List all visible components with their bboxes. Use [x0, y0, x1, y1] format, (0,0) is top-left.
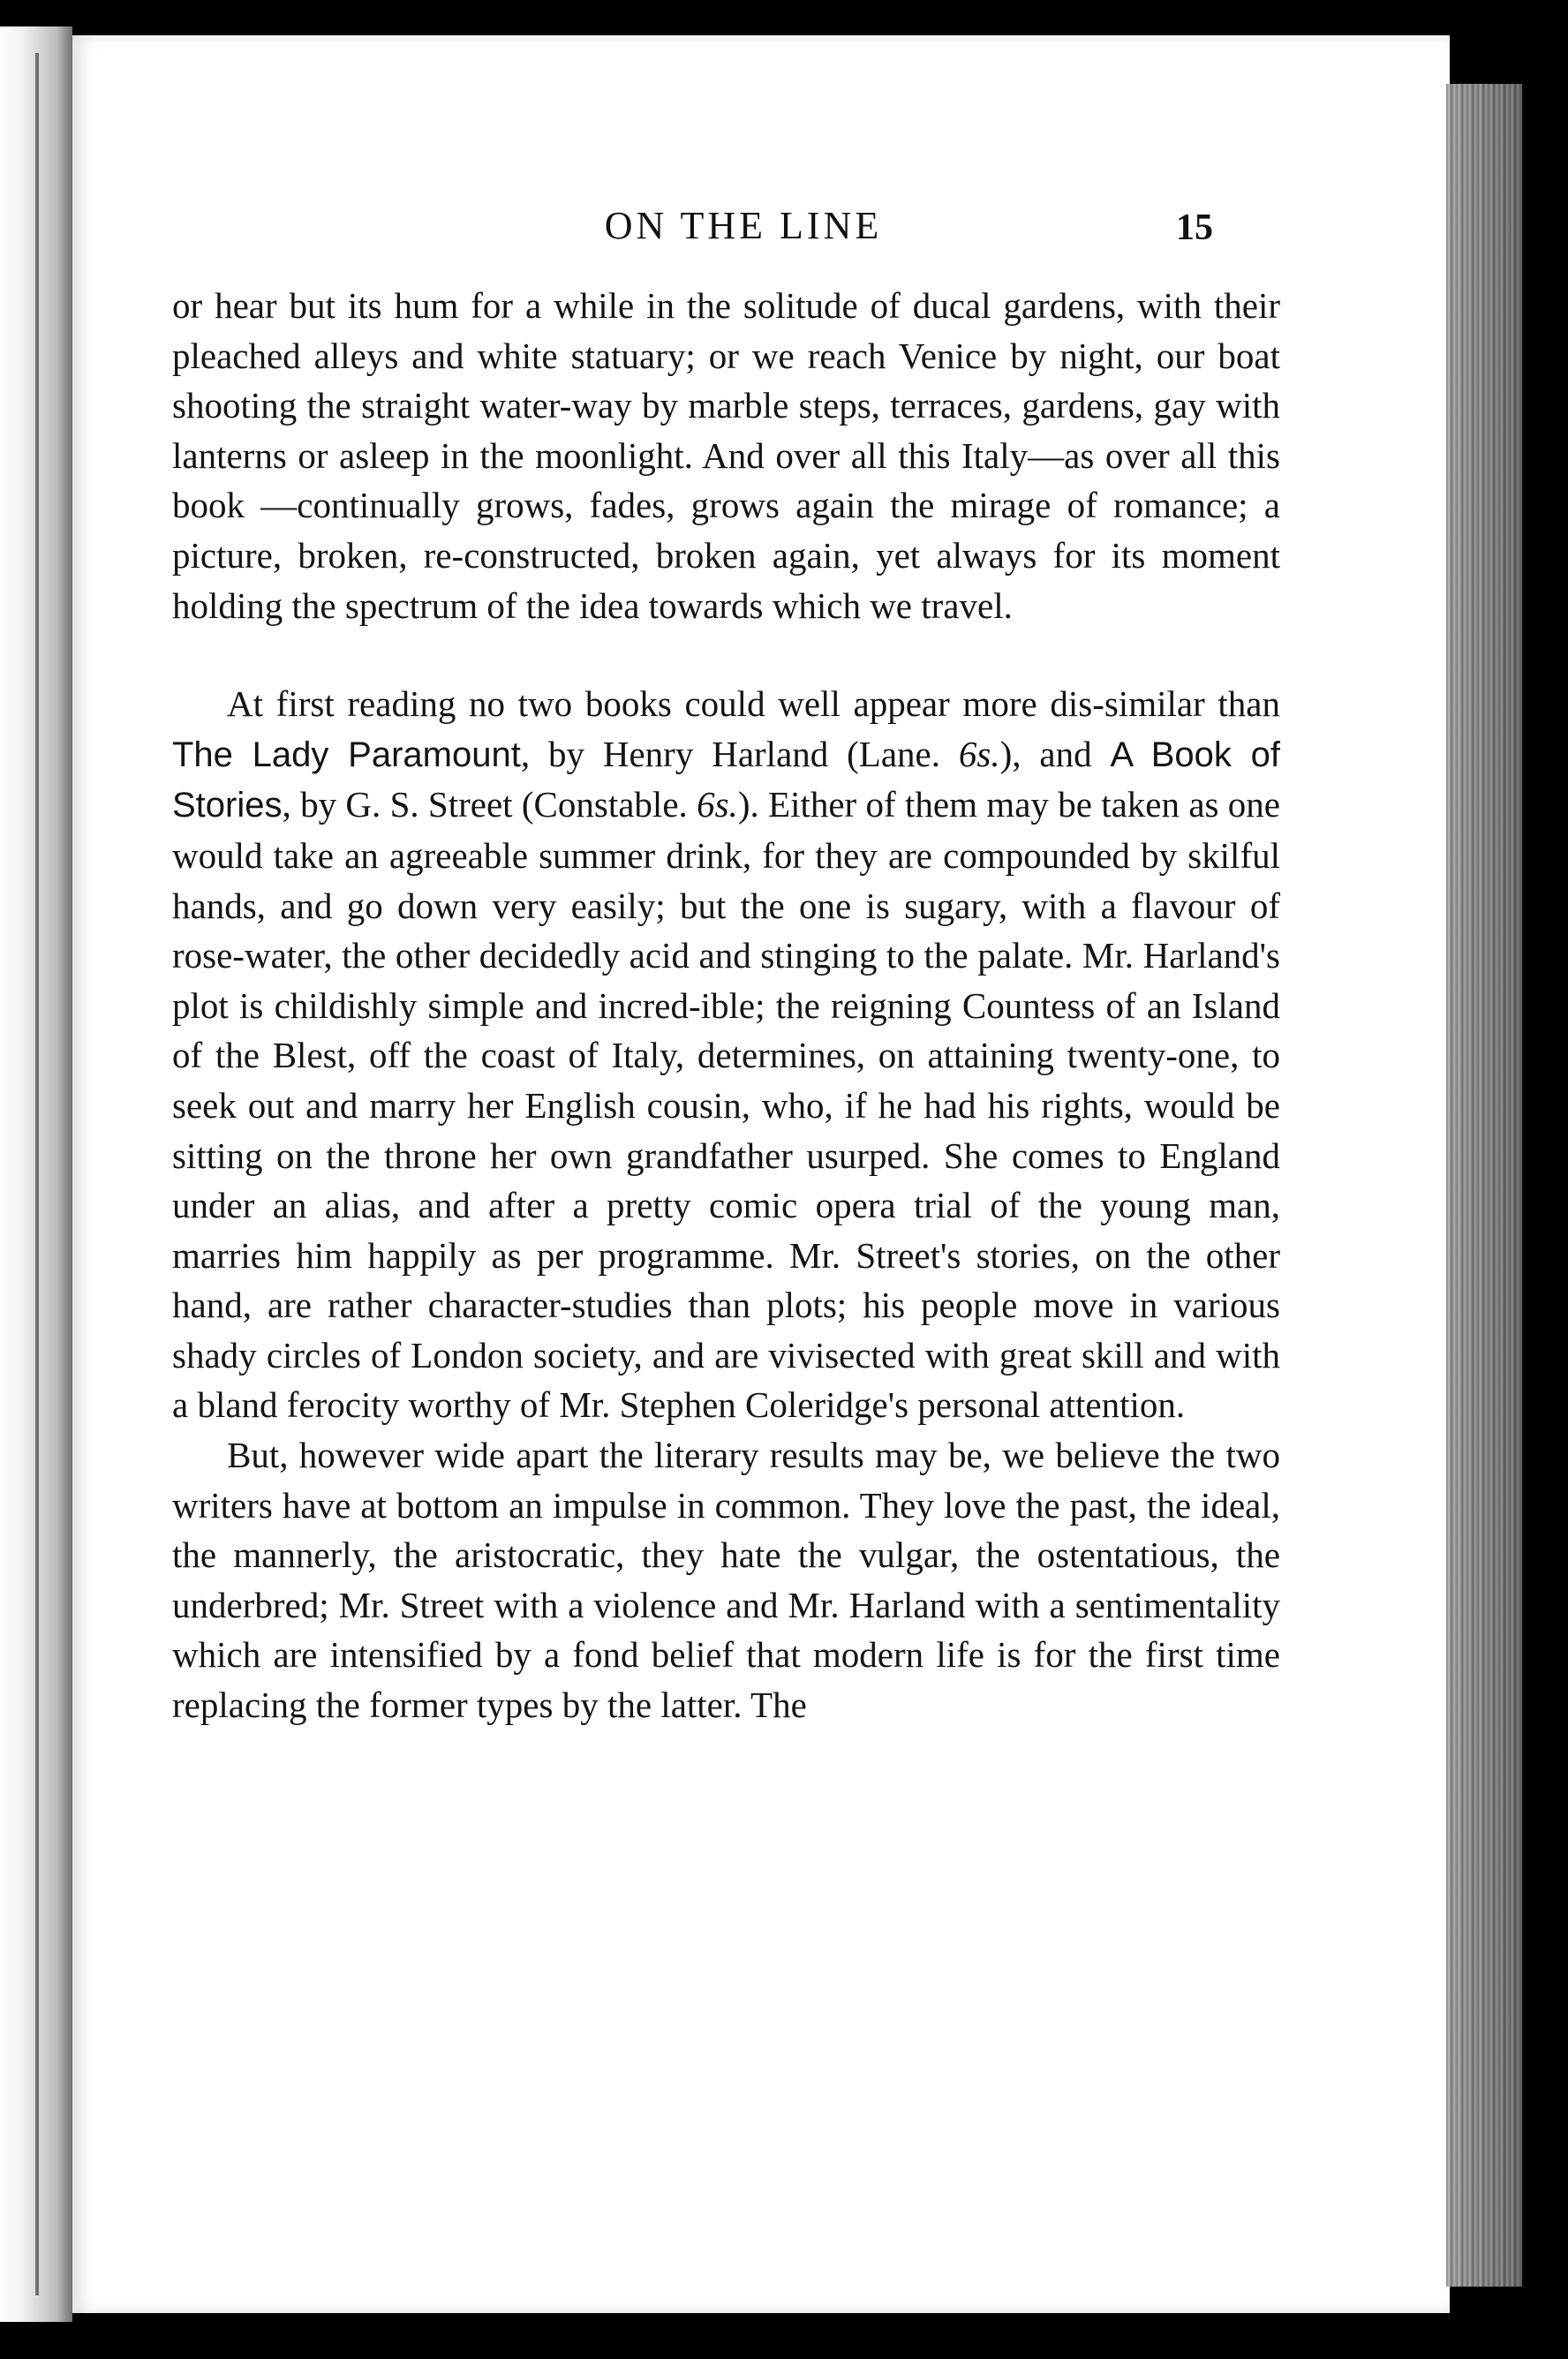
body-text — [172, 281, 1280, 1730]
paragraph-2-text-c: ), and — [999, 733, 1111, 774]
book-page — [72, 35, 1450, 2313]
paragraph-3: But, however wide apart the literary results may be, we believe the two writers have at bottom an impulse in common. They love the past, the ideal, the mannerly, the aristocratic, they hate the vulgar, the ostentatious, the underbred; Mr. Street with a violence and Mr. Harland with a sentimentality which are intensified by a fond belief that modern life is for the first time replacing the former types by the latter. The — [172, 1435, 1280, 1726]
left-page-edge — [0, 26, 72, 2322]
book-title-book-of-stories: A Book of Stories — [172, 735, 1281, 825]
paragraph-gap — [172, 630, 1280, 679]
book-title-lady-paramount: The Lady Paramount — [172, 735, 521, 774]
price-2: 6s. — [697, 784, 738, 825]
price-1: 6s. — [958, 733, 1000, 774]
paragraph-2-text-a: At first reading no two books could well appear more dis-similar than — [227, 683, 1280, 725]
paragraph-2-text-b: , by Henry Harland (Lane. — [520, 733, 959, 774]
paragraph-1: or hear but its hum for a while in the solitude of ducal gardens, with their pleached alleys and white statuary; or we reach Venice by night, our boat shooting the straight water-way by marble steps, terraces, gardens, gay with lanterns or asleep in the moonlight. And over all this Italy—as over all this book —continually grows, fades, grows again the mirage of romance; a picture, broken, re-constructed, broken again, yet always for its moment holding the spectrum of the idea towards which we travel. — [172, 285, 1280, 626]
running-head: ON THE LINE — [604, 204, 883, 247]
paragraph-2-text-d: , by G. S. Street (Constable. — [282, 784, 697, 825]
paragraph-2 — [172, 679, 1280, 1430]
page-stack-edge — [1446, 84, 1522, 2287]
paragraph-2-text-e: ). Either of them may be taken as one would take an agreeable summer drink, for they are compounded by skilful hands, and go down very easily; but the one is sugary, with a flavour of rose-water, the other decidedly acid and stinging to the palate. Mr. Harland's plot is childishly simple and incred-ible; the reigning Countess of an Island of the Blest, off the coast of Italy, determines, on attaining twenty-one, to seek out and marry her English cousin, who, if he had his rights, would be sitting on the throne her own grandfather usurped. She comes to England under an alias, and after a pretty comic opera trial of the young man, marries him happily as per programme. Mr. Street's stories, on the other hand, are rather character-studies than plots; his people move in various shady circles of London society, and are vivisected with great skill and with a bland ferocity worthy of Mr. Stephen Coleridge's personal attention. — [172, 784, 1280, 1426]
page-number: 15 — [1176, 207, 1213, 248]
page-header — [72, 203, 1450, 265]
